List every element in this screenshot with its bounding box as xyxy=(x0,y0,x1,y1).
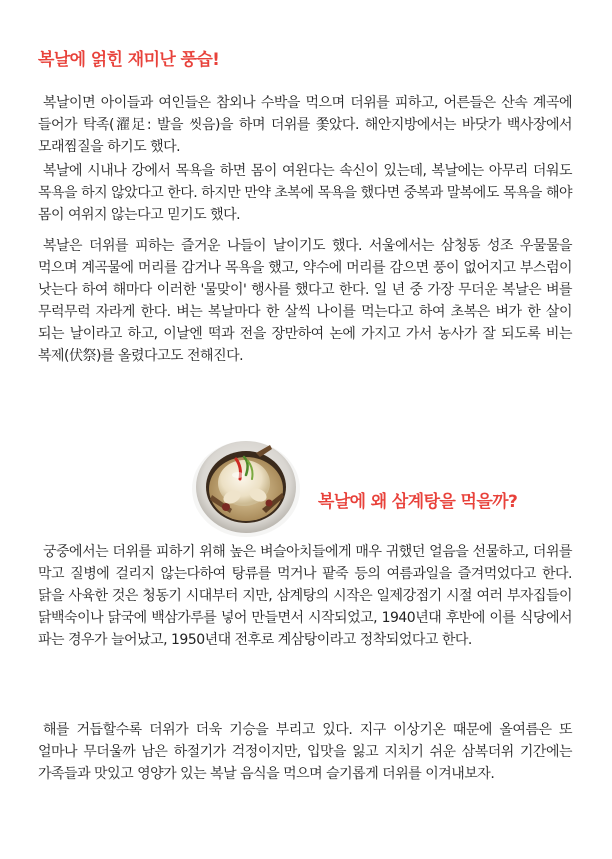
section-title-customs: 복날에 얽힌 재미난 풍습! xyxy=(38,50,220,70)
paragraph-outing-ritual: 복날은 더위를 피하는 즐거운 나들이 날이기도 했다. 서울에서는 삼청동 성조 우물물을 먹으며 계곡물에 머리를 감거나 목욕을 했고, 약수에 머리를 감으면 풍이 없어지고 부스럼이 낫는다 하여 해마다 이러한 '물맞이' 행사를 했다고 한다. 일 년 중 가장 무더운 복날은 벼를 무럭무럭 자라게 한다. 벼는 복날마다 한 살씩 나이를 먹는다고 하여 초복은 벼가 한 살이 되는 날이라고 하고, 이날엔 떡과 전을 장만하여 논에 가지고 가서 농사가 잘 되도록 비는 복제(伏祭)를 올렸다고도 전해진다. xyxy=(38,238,572,364)
section-title-samgyetang: 복날에 왜 삼계탕을 먹을까? xyxy=(318,492,518,512)
paragraph-samgyetang-history: 궁중에서는 더위를 피하기 위해 높은 벼슬아치들에게 매우 귀했던 얼음을 선물하고, 더위를 막고 질병에 걸리지 않는다하여 탕류를 먹거나 팥죽 등의 여름과일을 즐겨먹었다고 한다. 닭을 사육한 것은 청동기 시대부터 지만, 삼계탕의 시작은 일제강점기 시절 여러 부자집들이 닭백숙이나 닭국에 백삼가루를 넣어 만들면서 시작되었고, 1940년대 후반에 이를 식당에서 파는 경우가 늘어났고, 1950년대 전후로 계삼탕이라고 정착되었다고 한다. xyxy=(38,544,572,648)
samgyetang-bowl-icon xyxy=(186,423,306,543)
paragraph-beat-the-heat: 해를 거듭할수록 더위가 더욱 기승을 부리고 있다. 지구 이상기온 때문에 올여름은 또 얼마나 무더울까 남은 하절기가 걱정이지만, 입맛을 잃고 지치기 쉬운 삼복더위 기간에는 가족들과 맛있고 영양가 있는 복날 음식을 먹으며 슬기롭게 더위를 이겨내보자. xyxy=(38,722,572,782)
samgyetang-bowl-photo xyxy=(186,423,306,543)
paragraph-cooling-off: 복날이면 아이들과 여인들은 참외나 수박을 먹으며 더위를 피하고, 어른들은 산속 계곡에 들어가 탁족(濯足: 발을 씻음)을 하며 더위를 쫓았다. 해안지방에서는 바닷가 백사장에서 모래찜질을 하기도 했다. xyxy=(38,95,572,155)
paragraph-bathing-belief: 복날에 시내나 강에서 목욕을 하면 몸이 여윈다는 속신이 있는데, 복날에는 아무리 더워도 목욕을 하지 않았다고 한다. 하지만 만약 초복에 목욕을 했다면 중복과 말복에도 목욕을 해야 몸이 여위지 않는다고 믿기도 했다. xyxy=(38,163,572,223)
